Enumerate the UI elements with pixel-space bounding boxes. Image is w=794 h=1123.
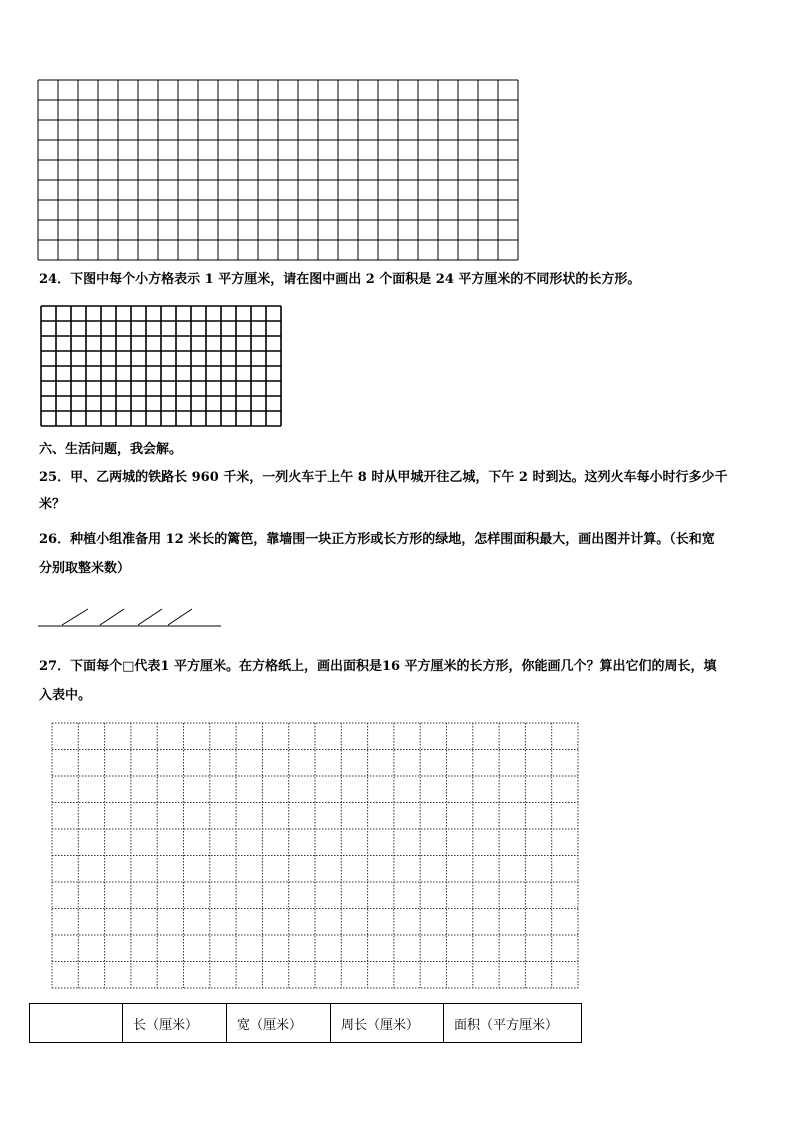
table-header-row: [30, 1004, 582, 1043]
wall-drawing: [38, 605, 223, 629]
dotted-grid-27: [51, 722, 579, 990]
question-24-text: 24．下图中每个小方格表示 1 平方厘米，请在图中画出 2 个面积是 24 平方厘米的不同形状的长方形。: [39, 272, 641, 287]
section-6-title: 六、生活问题，我会解。: [39, 442, 183, 457]
table-header-cell: 长（厘米）: [123, 1004, 227, 1043]
table-header-cell: 面积（平方厘米）: [444, 1004, 582, 1043]
table-header-cell: 周长（厘米）: [331, 1004, 444, 1043]
question-27-line2: 入表中。: [39, 688, 92, 703]
question-25-line1: 25．甲、乙两城的铁路长 960 千米，一列火车于上午 8 时从甲城开往乙城，下午 2 时到达。这列火车每小时行多少千: [39, 470, 728, 485]
top-grid: [37, 79, 521, 262]
question-26-line1: 26．种植小组准备用 12 米长的篱笆，靠墙围一块正方形或长方形的绿地，怎样围面积最大，画出图并计算。（长和宽: [39, 532, 715, 547]
grid-24: [40, 305, 286, 427]
table-header-cell: [30, 1004, 123, 1043]
question-27-line1: 27．下面每个□代表1 平方厘米。在方格纸上，画出面积是16 平方厘米的长方形，你能画几个？算出它们的周长，填: [39, 659, 717, 674]
question-25-line2: 米？: [39, 497, 66, 512]
question-26-line2: 分别取整米数）: [39, 561, 131, 576]
answer-table: [29, 1003, 582, 1043]
table-header-cell: 宽（厘米）: [227, 1004, 331, 1043]
